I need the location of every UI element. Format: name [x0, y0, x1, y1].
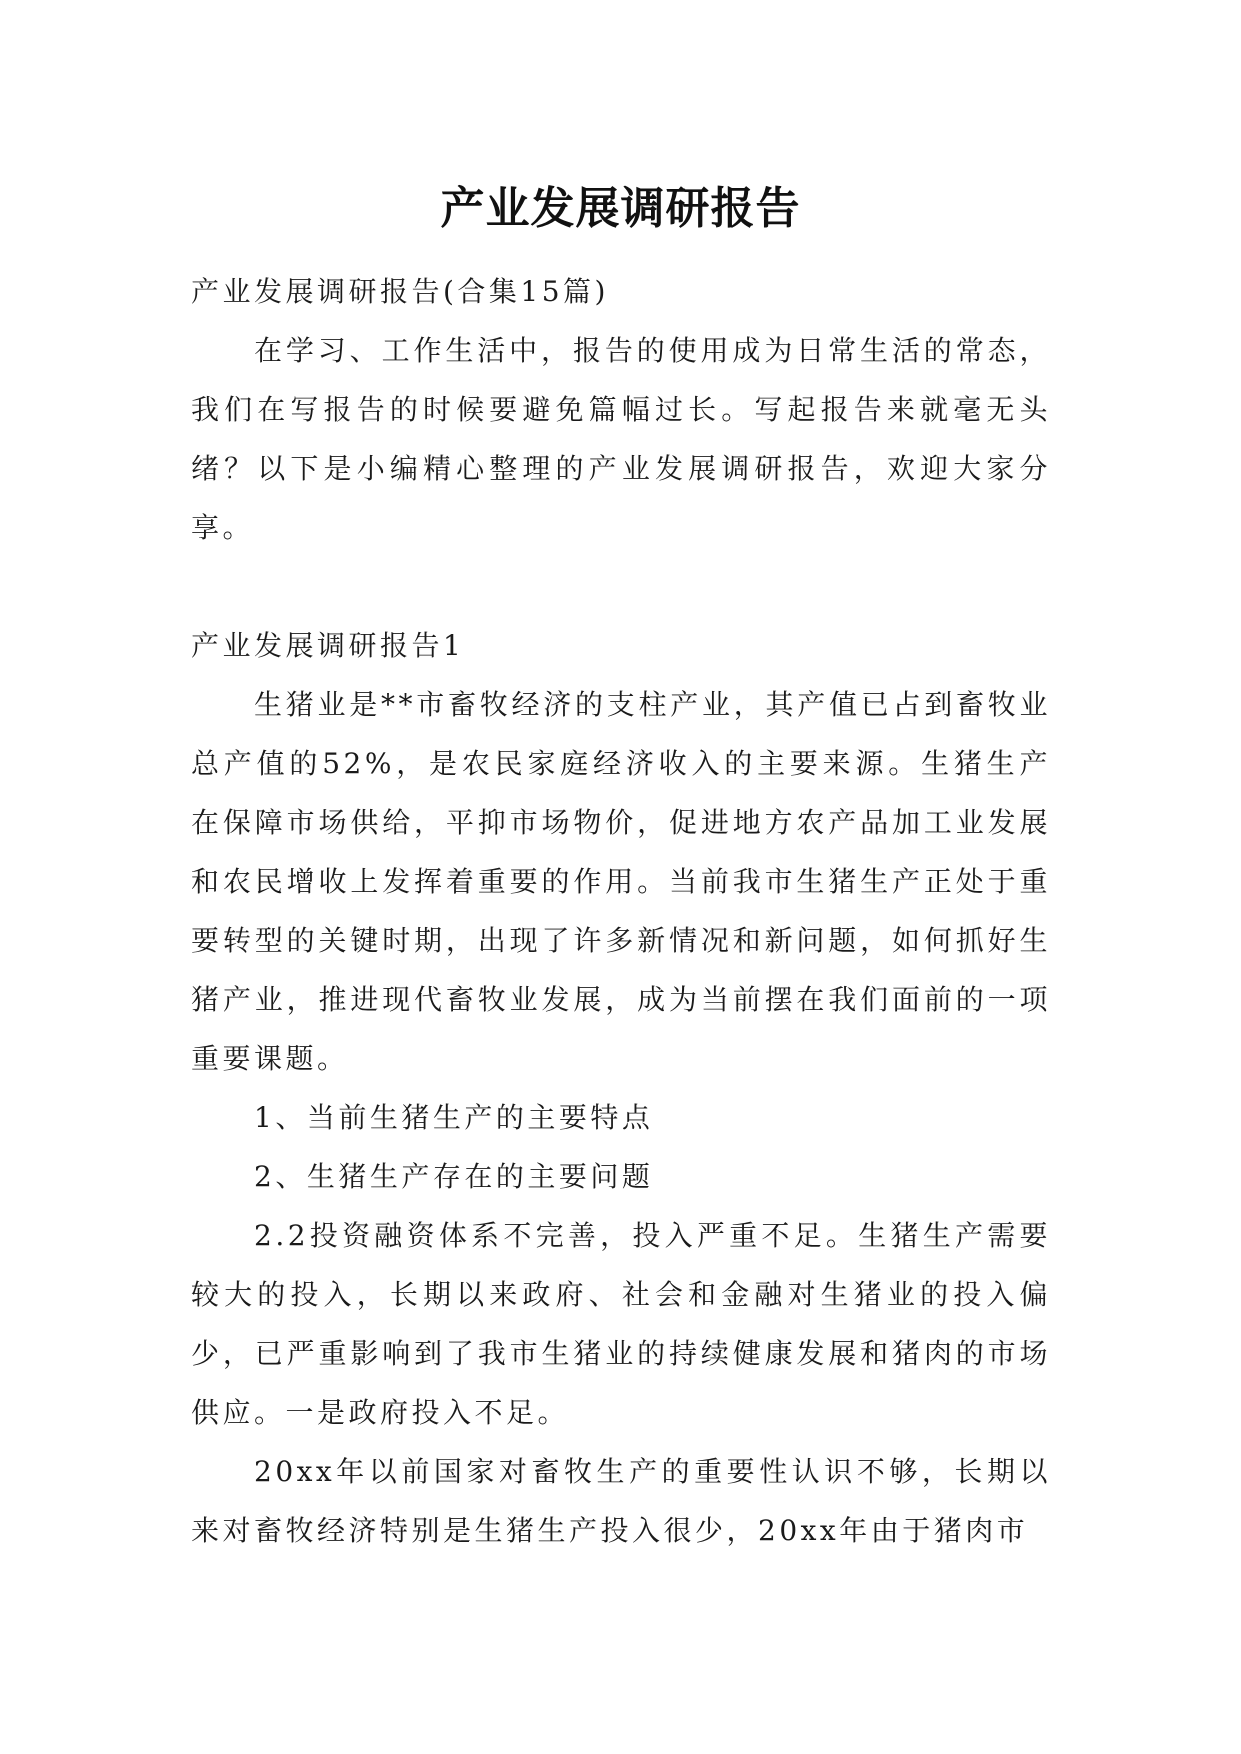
list-item: 1、当前生猪生产的主要特点: [254, 1101, 654, 1134]
body-paragraph: 2.2投资融资体系不完善，投入严重不足。生猪生产需要较大的投入，长期以来政府、社会和金融对生猪业的投入偏少，已严重影响到了我市生猪业的持续健康发展和猪肉的市场供应。一是政府投入不足。: [191, 1219, 1051, 1429]
collection-subtitle: 产业发展调研报告(合集15篇): [191, 275, 609, 308]
section-spacer: [191, 557, 1051, 616]
body-paragraph: 生猪业是**市畜牧经济的支柱产业，其产值已占到畜牧业总产值的52%，是农民家庭经济收入的主要来源。生猪生产在保障市场供给，平抑市场物价，促进地方农产品加工业发展和农民增收上发挥着重要的作用。当前我市生猪生产正处于重要转型的关键时期，出现了许多新情况和新问题，如何抓好生猪产业，推进现代畜牧业发展，成为当前摆在我们面前的一项重要课题。: [191, 688, 1051, 1075]
document-title: 产业发展调研报告: [440, 183, 801, 235]
document-body: [191, 262, 1051, 1560]
body-paragraph: 20xx年以前国家对畜牧生产的重要性认识不够，长期以来对畜牧经济特别是生猪生产投入很少，20xx年由于猪肉市: [191, 1455, 1051, 1547]
list-item: 2、生猪生产存在的主要问题: [254, 1160, 654, 1193]
section-heading: 产业发展调研报告1: [191, 629, 465, 662]
intro-paragraph: 在学习、工作生活中，报告的使用成为日常生活的常态，我们在写报告的时候要避免篇幅过长。写起报告来就毫无头绪？以下是小编精心整理的产业发展调研报告，欢迎大家分享。: [191, 334, 1051, 544]
